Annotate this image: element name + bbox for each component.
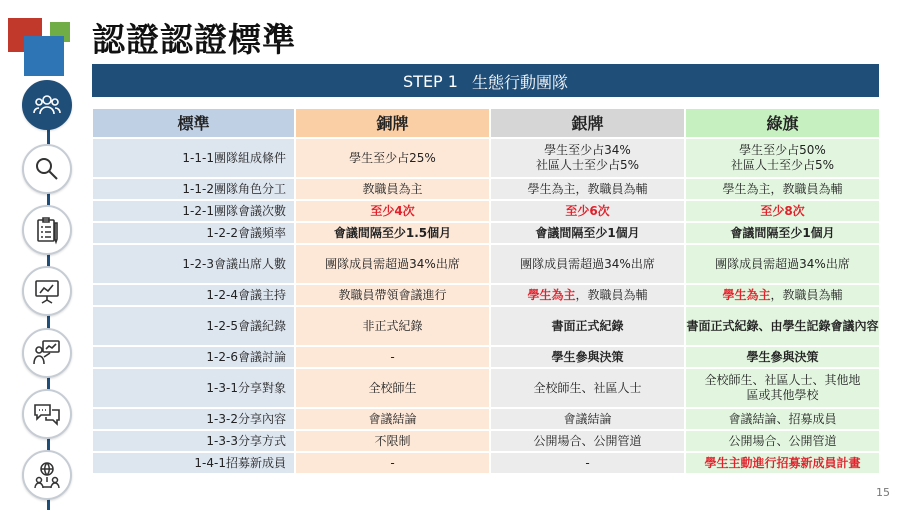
step-banner <box>92 66 879 97</box>
checklist-icon[interactable] <box>22 205 72 255</box>
bronze-cell <box>296 369 489 407</box>
green-flag-cell <box>686 201 879 221</box>
cell-text: 學生為主，教職員為輔 <box>527 181 648 196</box>
header-silver: 銀牌 <box>491 109 684 137</box>
silver-cell <box>491 139 684 177</box>
bronze-cell <box>296 347 489 367</box>
cell-text: 學生參與決策 <box>551 349 624 364</box>
criterion-cell: 1-2-1團隊會議次數 <box>93 201 294 221</box>
cell-text: 社區人士至少占5% <box>730 158 835 172</box>
page-number: 15 <box>876 486 890 499</box>
bronze-cell <box>296 409 489 429</box>
cell-text: 至少8次 <box>760 203 805 218</box>
cell-text: ，教職員為輔 <box>575 287 648 302</box>
table-header-row <box>93 109 879 137</box>
silver-cell <box>491 201 684 221</box>
cell-text: 學生至少占50% <box>739 143 826 157</box>
cell-text: 公開場合、公開管道 <box>728 433 837 448</box>
green-flag-cell <box>686 307 879 345</box>
table-row <box>93 179 879 199</box>
silver-cell <box>491 179 684 199</box>
table-body <box>93 139 879 473</box>
header-green-flag: 綠旗 <box>686 109 879 137</box>
green-flag-cell <box>686 453 879 473</box>
cell-text: 區或其他學校 <box>746 388 819 402</box>
cell-text: 公開場合、公開管道 <box>533 433 642 448</box>
green-flag-cell <box>686 347 879 367</box>
criterion-cell: 1-3-3分享方式 <box>93 431 294 451</box>
table-row <box>93 223 879 243</box>
cell-text: 學生至少占25% <box>349 150 436 165</box>
cell-text: 會議間隔至少1.5個月 <box>333 225 452 240</box>
table-row <box>93 431 879 451</box>
criterion-cell: 1-1-1團隊組成條件 <box>93 139 294 177</box>
green-flag-cell <box>686 223 879 243</box>
silver-cell <box>491 347 684 367</box>
header-bronze: 銅牌 <box>296 109 489 137</box>
criterion-cell: 1-4-1招募新成員 <box>93 453 294 473</box>
presentation-chart-icon[interactable] <box>22 266 72 316</box>
cell-text: 至少4次 <box>370 203 415 218</box>
cell-text: 學生為主，教職員為輔 <box>722 181 843 196</box>
header-criterion: 標準 <box>93 109 294 137</box>
table-row <box>93 139 879 177</box>
cell-text: 至少6次 <box>565 203 610 218</box>
green-flag-cell <box>686 285 879 305</box>
green-flag-cell <box>686 431 879 451</box>
cell-text: 教職員帶領會議進行 <box>338 287 447 302</box>
table-row <box>93 201 879 221</box>
criterion-cell: 1-1-2團隊角色分工 <box>93 179 294 199</box>
cell-text: 書面正式紀錄 <box>551 318 624 333</box>
cell-text: 學生為主 <box>527 287 576 302</box>
green-flag-cell <box>686 369 879 407</box>
cell-text: 不限制 <box>374 433 411 448</box>
table-row <box>93 453 879 473</box>
criterion-cell: 1-3-1分享對象 <box>93 369 294 407</box>
cell-text: - <box>585 455 590 470</box>
team-icon[interactable] <box>22 80 72 130</box>
table-row <box>93 245 879 283</box>
step-label: STEP 1 <box>403 72 458 91</box>
bronze-cell <box>296 179 489 199</box>
silver-cell <box>491 453 684 473</box>
bronze-cell <box>296 431 489 451</box>
cell-text: 團隊成員需超過34%出席 <box>715 256 850 271</box>
cell-text: 團隊成員需超過34%出席 <box>325 256 460 271</box>
cell-text: - <box>390 455 395 470</box>
cell-text: 會議間隔至少1個月 <box>535 225 640 240</box>
green-flag-cell <box>686 409 879 429</box>
search-icon[interactable] <box>22 144 72 194</box>
standards-table <box>91 107 881 475</box>
table-row <box>93 409 879 429</box>
green-flag-cell <box>686 139 879 177</box>
cell-text: 教職員為主 <box>362 181 423 196</box>
bronze-cell <box>296 201 489 221</box>
silver-cell <box>491 307 684 345</box>
cell-text: 會議結論 <box>368 411 417 426</box>
slide-title: 認證認證標準 <box>92 20 296 59</box>
silver-cell <box>491 223 684 243</box>
criterion-cell: 1-2-3會議出席人數 <box>93 245 294 283</box>
table-row <box>93 307 879 345</box>
bronze-cell <box>296 453 489 473</box>
bronze-cell <box>296 223 489 243</box>
cell-text: 社區人士至少占5% <box>535 158 640 172</box>
network-people-icon[interactable] <box>22 450 72 500</box>
cell-text: - <box>390 349 395 364</box>
bronze-cell <box>296 139 489 177</box>
bronze-cell <box>296 285 489 305</box>
cell-text: 全校師生 <box>368 380 417 395</box>
criterion-cell: 1-2-5會議紀錄 <box>93 307 294 345</box>
cell-text: 學生參與決策 <box>746 349 819 364</box>
table-row <box>93 285 879 305</box>
cell-text: 書面正式紀錄、由學生記錄會議內容 <box>686 318 879 333</box>
cell-text: ，教職員為輔 <box>770 287 843 302</box>
bronze-cell <box>296 245 489 283</box>
cell-text: 學生至少占34% <box>544 143 631 157</box>
meeting-board-icon[interactable] <box>22 328 72 378</box>
table-row <box>93 369 879 407</box>
green-flag-cell <box>686 245 879 283</box>
chat-bubbles-icon[interactable] <box>22 389 72 439</box>
step-title: 生態行動團隊 <box>471 73 568 92</box>
silver-cell <box>491 409 684 429</box>
criterion-cell: 1-3-2分享內容 <box>93 409 294 429</box>
silver-cell <box>491 245 684 283</box>
silver-cell <box>491 431 684 451</box>
cell-text: 學生主動進行招募新成員計畫 <box>704 455 861 470</box>
cell-text: 全校師生、社區人士、其他地 <box>704 373 861 387</box>
table-row <box>93 347 879 367</box>
cell-text: 會議結論 <box>563 411 612 426</box>
green-flag-cell <box>686 179 879 199</box>
silver-cell <box>491 369 684 407</box>
logo-square-blue <box>24 36 64 76</box>
cell-text: 學生為主 <box>722 287 771 302</box>
silver-cell <box>491 285 684 305</box>
cell-text: 全校師生、社區人士 <box>533 380 642 395</box>
criterion-cell: 1-2-2會議頻率 <box>93 223 294 243</box>
cell-text: 非正式紀錄 <box>362 318 423 333</box>
criterion-cell: 1-2-4會議主持 <box>93 285 294 305</box>
cell-text: 會議結論、招募成員 <box>728 411 837 426</box>
cell-text: 會議間隔至少1個月 <box>730 225 835 240</box>
criterion-cell: 1-2-6會議討論 <box>93 347 294 367</box>
bronze-cell <box>296 307 489 345</box>
cell-text: 團隊成員需超過34%出席 <box>520 256 655 271</box>
